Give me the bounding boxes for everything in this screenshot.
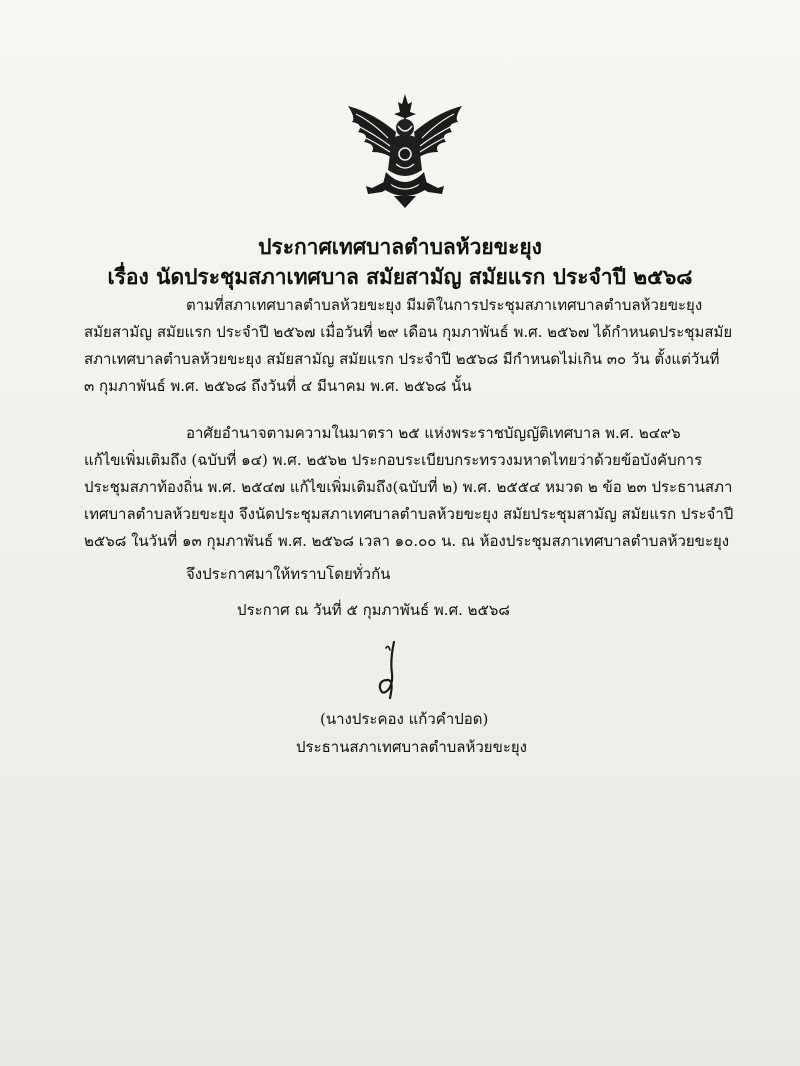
paragraph-1-line: สมัยสามัญ สมัยแรก ประจำปี ๒๕๖๗ เมื่อวันที่ ๒๙ เดือน กุมภาพันธ์ พ.ศ. ๒๕๖๗ ได้กำหนดประชุมสมัย — [84, 323, 733, 341]
announcement-title: ประกาศเทศบาลตำบลห้วยขะยุง — [258, 235, 542, 259]
paragraph-1-line: ๓ กุมภาพันธ์ พ.ศ. ๒๕๖๘ ถึงวันที่ ๔ มีนาคม พ.ศ. ๒๕๖๘ นั้น — [84, 377, 472, 395]
paragraph-2 — [84, 420, 734, 555]
paragraph-1 — [84, 292, 734, 400]
paragraph-2-line: ๒๕๖๘ ในวันที่ ๑๓ กุมภาพันธ์ พ.ศ. ๒๕๖๘ เวลา ๑๐.๐๐ น. ณ ห้องประชุมสภาเทศบาลตำบลห้วยขะยุง — [84, 532, 730, 550]
paragraph-2-line: แก้ไขเพิ่มเติมถึง (ฉบับที่ ๑๔) พ.ศ. ๒๕๖๒ ประกอบระเบียบกระทรวงมหาดไทยว่าด้วยข้อบังคับการ — [84, 451, 703, 469]
paragraph-2-line: ประชุมสภาท้องถิ่น พ.ศ. ๒๕๔๗ แก้ไขเพิ่มเติมถึง(ฉบับที่ ๒) พ.ศ. ๒๕๕๔ หมวด ๒ ข้อ ๒๓ ประธานสภา — [84, 478, 733, 496]
notice-line: จึงประกาศมาให้ทราบโดยทั่วกัน — [186, 565, 391, 583]
paragraph-2-line: อาศัยอำนาจตามความในมาตรา ๒๕ แห่งพระราชบัญญัติเทศบาล พ.ศ. ๒๔๙๖ — [186, 424, 681, 442]
paragraph-1-line: ตามที่สภาเทศบาลตำบลห้วยขะยุง มีมติในการประชุมสภาเทศบาลตำบลห้วยขะยุง — [186, 296, 703, 314]
handwritten-signature-icon — [360, 640, 420, 702]
paragraph-2-line: เทศบาลตำบลห้วยขะยุง จึงนัดประชุมสภาเทศบาลตำบลห้วยขะยุง สมัยประชุมสามัญ สมัยแรก ประจำปี — [84, 505, 734, 523]
signer-name: (นางประคอง แก้วคำปอด) — [320, 710, 489, 728]
signer-position: ประธานสภาเทศบาลตำบลห้วยขะยุง — [296, 738, 528, 756]
date-line: ประกาศ ณ วันที่ ๕ กุมภาพันธ์ พ.ศ. ๒๕๖๘ — [237, 601, 510, 619]
paragraph-1-line: สภาเทศบาลตำบลห้วยขะยุง สมัยสามัญ สมัยแรก ประจำปี ๒๕๖๘ มีกำหนดไม่เกิน ๓๐ วัน ตั้งแต่วันที่ — [84, 350, 720, 368]
announcement-subject: เรื่อง นัดประชุมสภาเทศบาล สมัยสามัญ สมัยแรก ประจำปี ๒๕๖๘ — [107, 265, 693, 289]
garuda-emblem-icon — [342, 92, 468, 210]
